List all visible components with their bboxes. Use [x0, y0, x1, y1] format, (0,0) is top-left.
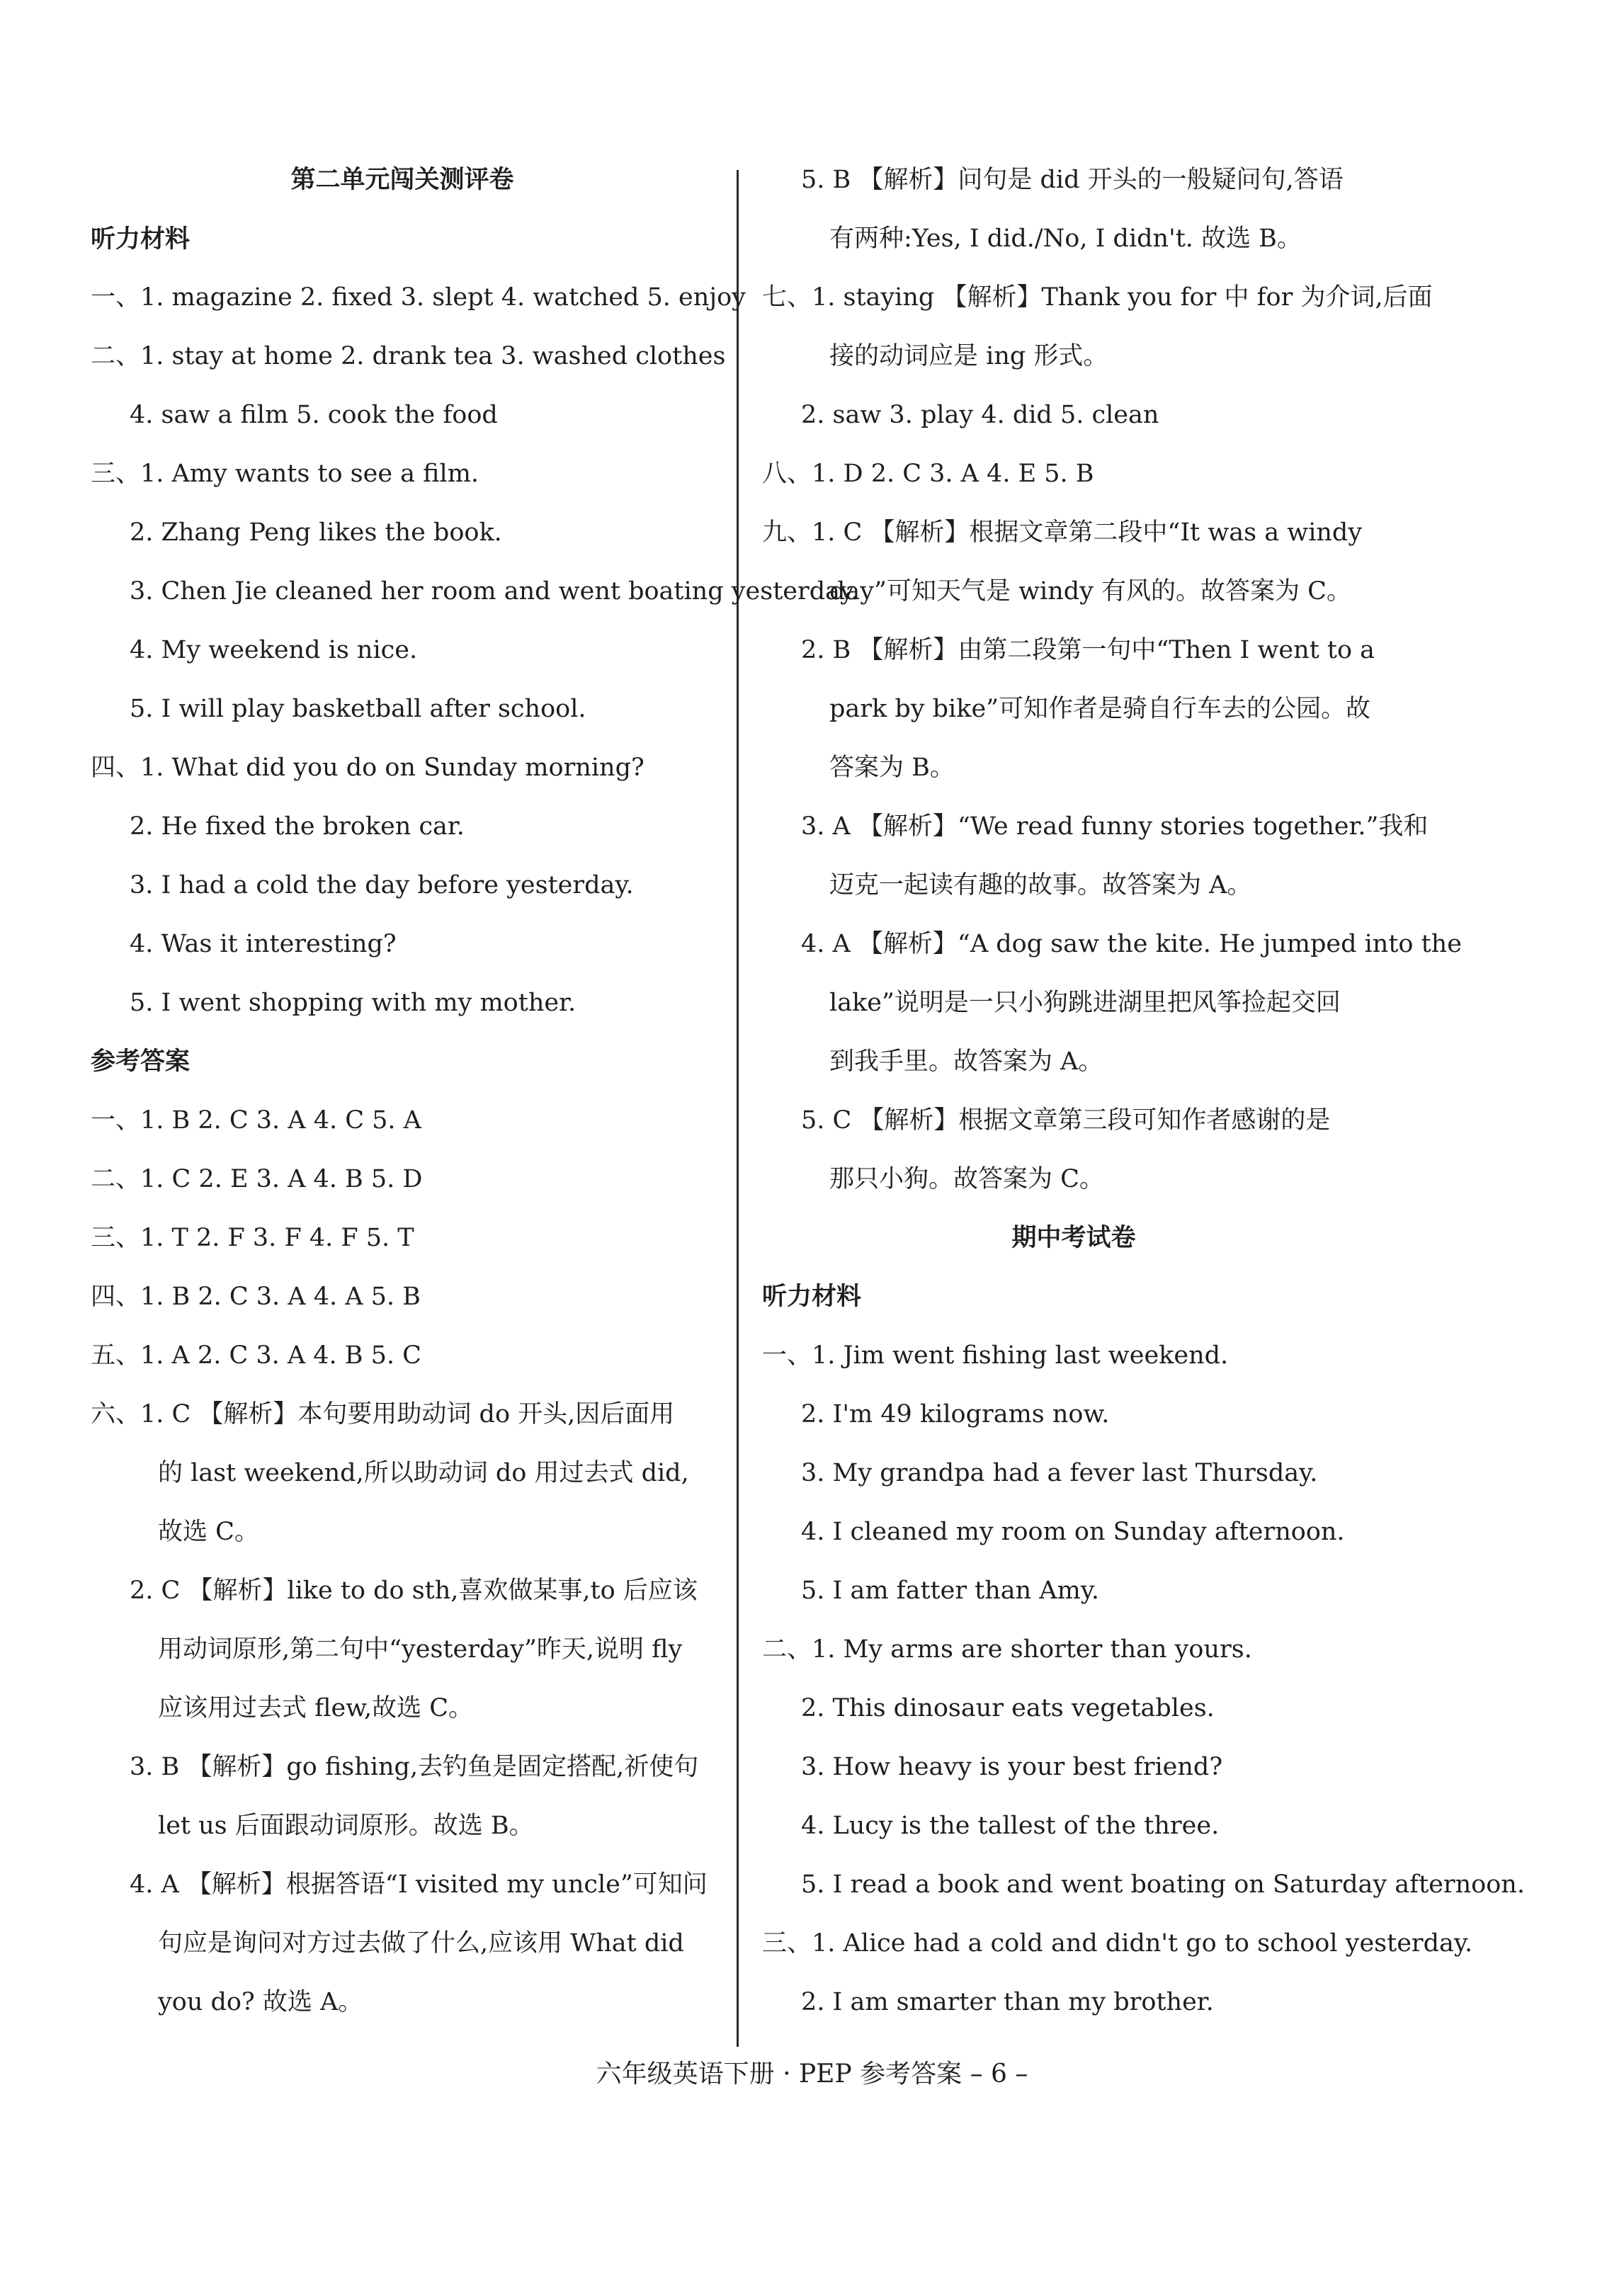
answer-line: 2. C 【解析】like to do sth,喜欢做某事,to 后应该 [130, 1577, 698, 1605]
answer-line: 3. B 【解析】go fishing,去钓鱼是固定搭配,祈使句 [130, 1753, 699, 1781]
answer-line: 四、1. B 2. C 3. A 4. A 5. B [91, 1283, 421, 1311]
answer-line: 5. B 【解析】问句是 did 开头的一般疑问句,答语 [801, 166, 1344, 194]
column-divider [737, 170, 739, 2047]
answer-line: 二、1. My arms are shorter than yours. [762, 1635, 1252, 1664]
answer-line: day”可知天气是 windy 有风的。故答案为 C。 [829, 577, 1351, 606]
answer-line: 5. C 【解析】根据文章第三段可知作者感谢的是 [801, 1106, 1331, 1135]
answer-line: 3. Chen Jie cleaned her room and went boating yesterday. [130, 577, 859, 606]
answer-line: 故选 C。 [158, 1518, 259, 1546]
answer-line: you do? 故选 A。 [158, 1988, 363, 2016]
answer-line: 5. I went shopping with my mother. [130, 989, 577, 1017]
answer-line: 3. My grandpa had a fever last Thursday. [801, 1459, 1318, 1487]
answer-line: 4. My weekend is nice. [130, 636, 418, 664]
answer-line: 5. I will play basketball after school. [130, 695, 586, 723]
answer-line: 5. I am fatter than Amy. [801, 1577, 1100, 1605]
answer-line: 3. I had a cold the day before yesterday. [130, 871, 634, 899]
answer-line: 三、1. Amy wants to see a film. [91, 460, 479, 488]
answer-line: 4. I cleaned my room on Sunday afternoon. [801, 1518, 1345, 1546]
answer-line: 迈克一起读有趣的故事。故答案为 A。 [829, 871, 1252, 899]
answer-line: 九、1. C 【解析】根据文章第二段中“It was a windy [762, 518, 1363, 547]
answer-line: 4. A 【解析】“A dog saw the kite. He jumped into the [801, 930, 1462, 958]
answer-line: 2. This dinosaur eats vegetables. [801, 1694, 1215, 1722]
answer-line: 接的动词应是 ing 形式。 [829, 342, 1108, 370]
answer-line: 七、1. staying 【解析】Thank you for 中 for 为介词,后面 [762, 283, 1433, 312]
answer-line: 八、1. D 2. C 3. A 4. E 5. B [762, 460, 1094, 488]
answers-header: 参考答案 [91, 1047, 191, 1076]
answer-line: 2. I am smarter than my brother. [801, 1988, 1214, 2016]
answer-line: 三、1. T 2. F 3. F 4. F 5. T [91, 1224, 414, 1252]
answer-line: 三、1. Alice had a cold and didn't go to school yesterday. [762, 1929, 1473, 1958]
listening-header: 听力材料 [762, 1282, 862, 1311]
answer-line: park by bike”可知作者是骑自行车去的公园。故 [829, 695, 1371, 723]
answer-line: 五、1. A 2. C 3. A 4. B 5. C [91, 1341, 421, 1370]
answer-line: 有两种:Yes, I did./No, I didn't. 故选 B。 [829, 225, 1302, 253]
answer-line: 一、1. magazine 2. fixed 3. slept 4. watched 5. enjoy [91, 283, 746, 312]
answer-line: 一、1. B 2. C 3. A 4. C 5. A [91, 1106, 421, 1135]
answer-line: 2. He fixed the broken car. [130, 812, 465, 841]
answer-line: 六、1. C 【解析】本句要用助动词 do 开头,因后面用 [91, 1400, 675, 1428]
answer-line: 4. A 【解析】根据答语“I visited my uncle”可知问 [130, 1870, 708, 1899]
answer-line: 二、1. stay at home 2. drank tea 3. washed clothes [91, 342, 726, 370]
answer-line: 2. I'm 49 kilograms now. [801, 1400, 1110, 1428]
answer-line: 句应是询问对方过去做了什么,应该用 What did [158, 1929, 684, 1958]
answer-line: 4. Lucy is the tallest of the three. [801, 1812, 1220, 1840]
answer-line: 3. A 【解析】“We read funny stories together.”我和 [801, 812, 1429, 841]
answer-line: 的 last weekend,所以助动词 do 用过去式 did, [158, 1459, 689, 1487]
answer-line: 4. Was it interesting? [130, 930, 397, 958]
answer-line: 2. B 【解析】由第二段第一句中“Then I went to a [801, 636, 1375, 664]
answer-line: 答案为 B。 [829, 754, 955, 782]
answer-line: 5. I read a book and went boating on Saturday afternoon. [801, 1870, 1525, 1899]
section-title: 第二单元闯关测评卷 [290, 165, 514, 194]
answer-line: 4. saw a film 5. cook the food [130, 401, 498, 429]
listening-header: 听力材料 [91, 225, 191, 254]
answer-line: lake”说明是一只小狗跳进湖里把风筝捡起交回 [829, 989, 1341, 1017]
answer-line: 二、1. C 2. E 3. A 4. B 5. D [91, 1165, 423, 1193]
answer-line: 2. Zhang Peng likes the book. [130, 518, 502, 547]
answer-line: 用动词原形,第二句中“yesterday”昨天,说明 fly [158, 1635, 683, 1664]
section-title: 期中考试卷 [1011, 1223, 1136, 1252]
answer-line: 3. How heavy is your best friend? [801, 1753, 1223, 1781]
answer-line: 2. saw 3. play 4. did 5. clean [801, 401, 1159, 429]
answer-line: 到我手里。故答案为 A。 [829, 1047, 1103, 1076]
answer-line: 那只小狗。故答案为 C。 [829, 1165, 1104, 1193]
answer-line: 四、1. What did you do on Sunday morning? [91, 754, 645, 782]
page-footer: 六年级英语下册 · PEP 参考答案 – 6 – [596, 2060, 1028, 2089]
answer-line: 一、1. Jim went fishing last weekend. [762, 1341, 1229, 1370]
answer-line: let us 后面跟动词原形。故选 B。 [158, 1812, 534, 1840]
answer-line: 应该用过去式 flew,故选 C。 [158, 1694, 474, 1722]
